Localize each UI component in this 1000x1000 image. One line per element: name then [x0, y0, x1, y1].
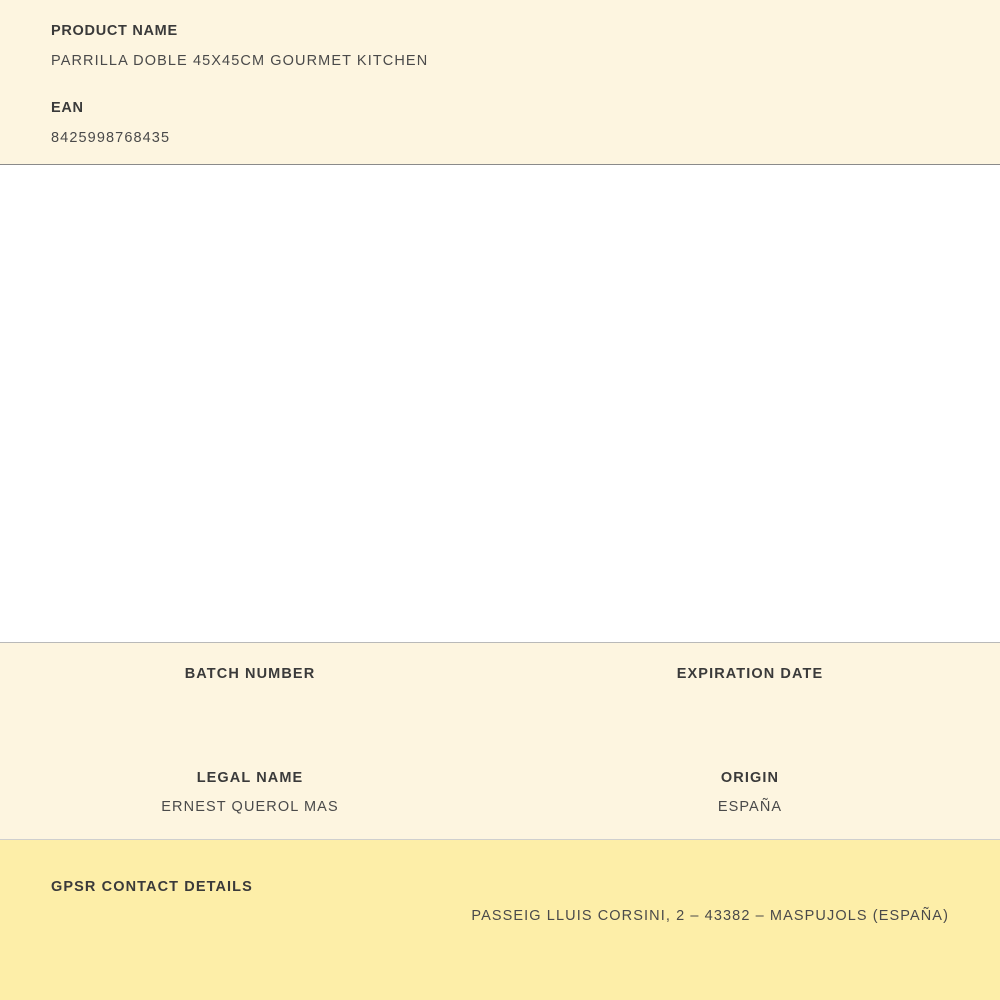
batch-number-cell [0, 665, 500, 712]
expiration-date-value [500, 694, 1000, 712]
legal-name-label: LEGAL NAME [196, 769, 304, 786]
origin-cell [500, 769, 1000, 817]
expiration-date-cell [500, 665, 1000, 712]
legal-name-cell [0, 769, 500, 817]
product-name-label: PRODUCT NAME [51, 23, 178, 39]
origin-value: ESPAÑA [717, 798, 783, 815]
batch-number-value [0, 694, 500, 712]
batch-number-label: BATCH NUMBER [184, 666, 316, 682]
product-name-value: PARRILLA DOBLE 45X45CM GOURMET KITCHEN [51, 52, 429, 69]
product-image-area [0, 165, 1000, 643]
gpsr-contact-address: PASSEIG LLUIS CORSINI, 2 – 43382 – MASPUJOLS (ESPAÑA) [471, 907, 949, 924]
legal-name-value: ERNEST QUEROL MAS [161, 798, 339, 815]
header-block [0, 0, 1000, 165]
ean-field [0, 99, 1000, 148]
info-block [0, 643, 1000, 840]
gpsr-block [0, 840, 1000, 1000]
origin-label: ORIGIN [720, 769, 780, 786]
info-row-batch-expiration [0, 665, 1000, 712]
gpsr-contact-details-label: GPSR CONTACT DETAILS [51, 879, 253, 895]
product-name-field [0, 22, 1000, 71]
expiration-date-label: EXPIRATION DATE [676, 666, 824, 682]
ean-value: 8425998768435 [51, 129, 171, 146]
info-row-legal-origin [0, 769, 1000, 817]
ean-label: EAN [51, 99, 84, 116]
